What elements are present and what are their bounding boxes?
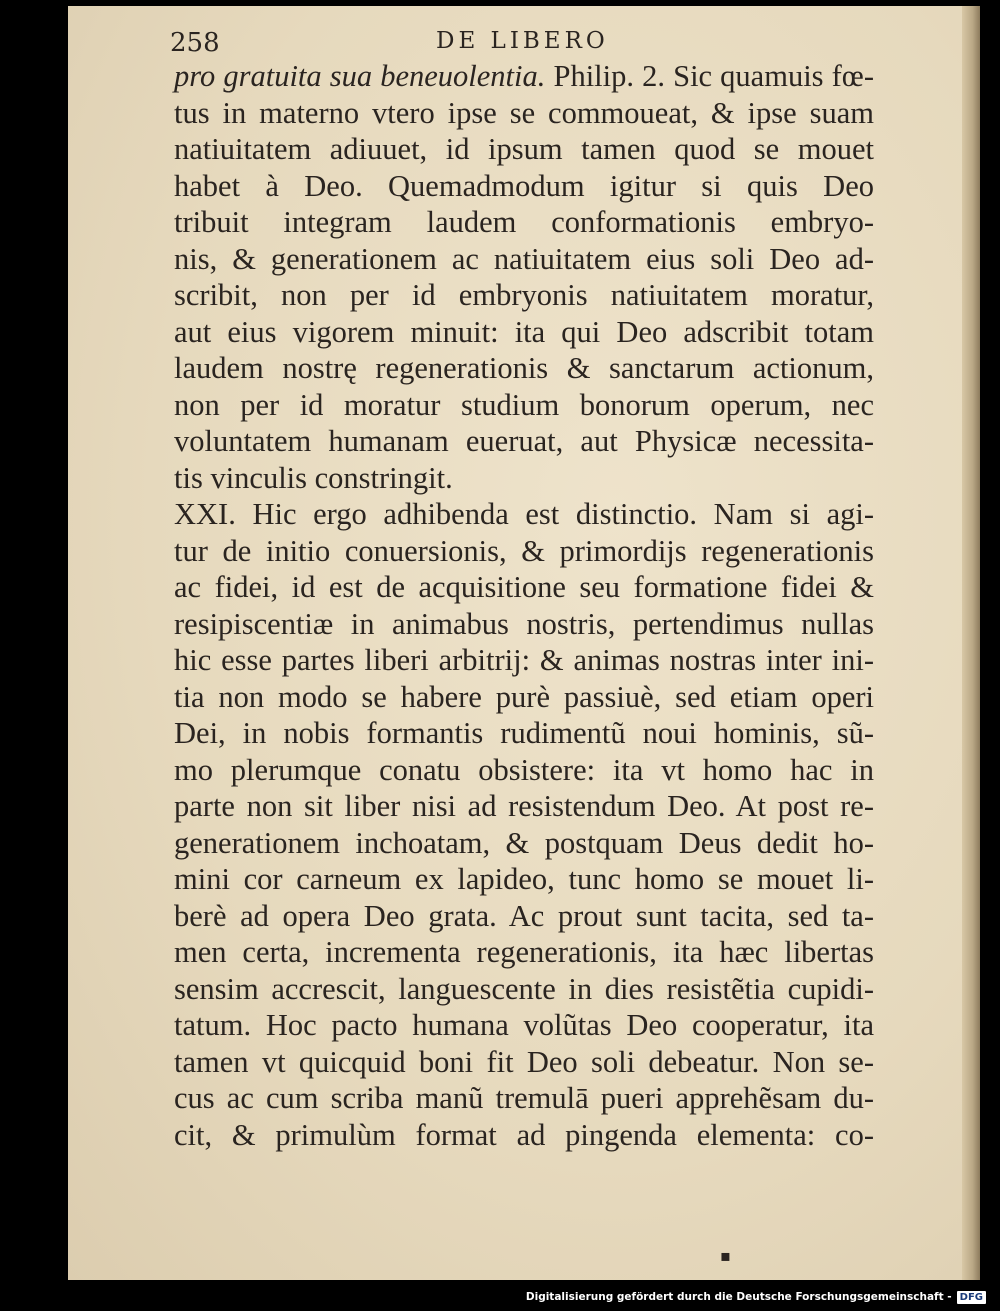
text-line: tus in materno vtero ipse se commoueat, & ipse suam bbox=[174, 95, 874, 130]
body-text bbox=[174, 58, 874, 1153]
text-line: cus ac cum scriba manũ tremulā pueri apprehẽsam du- bbox=[174, 1081, 874, 1115]
text-line: tatum. Hoc pacto humana volũtas Deo cooperatur, ita bbox=[174, 1008, 874, 1042]
text-line: sensim accrescit, languescente in dies resistẽtia cupidi- bbox=[174, 971, 874, 1006]
text-line: tur de initio conuersionis, & primordijs regenerationis bbox=[174, 533, 874, 568]
digitization-footer bbox=[526, 1287, 986, 1307]
page-header bbox=[68, 28, 980, 58]
text-line: aut eius vigorem minuit: ita qui Deo adscribit totam bbox=[174, 314, 874, 349]
book-page bbox=[68, 6, 980, 1280]
text-line: generationem inchoatam, & postquam Deus dedit ho- bbox=[174, 825, 874, 860]
page-number: 258 bbox=[170, 28, 220, 58]
text-line: resipiscentiæ in animabus nostris, pertendimus nullas bbox=[174, 606, 874, 641]
text-line: tribuit integram laudem conformationis embryo- bbox=[174, 205, 874, 239]
text-line: cit, & primulùm format ad pingenda elementa: co- bbox=[174, 1117, 874, 1152]
page-edge-shadow bbox=[962, 6, 980, 1280]
text-line: men certa, incrementa regenerationis, ita hæc libertas bbox=[174, 935, 874, 969]
text-line: mo plerumque conatu obsistere: ita vt homo hac in bbox=[174, 752, 874, 787]
text-line: voluntatem humanam eueruat, aut Physicæ necessita- bbox=[174, 424, 874, 458]
text-line: berè ad opera Deo grata. Ac prout sunt tacita, sed ta- bbox=[174, 898, 874, 933]
text-line: laudem nostrę regenerationis & sanctarum actionum, bbox=[174, 351, 874, 385]
text-line bbox=[174, 58, 874, 95]
running-head: DE LIBERO bbox=[436, 28, 609, 54]
text-line: habet à Deo. Quemadmodum igitur si quis Deo bbox=[174, 168, 874, 203]
text-line: nis, & generationem ac natiuitatem eius soli Deo ad- bbox=[174, 241, 874, 276]
ornament-mark: ▪ bbox=[720, 1246, 731, 1265]
text-line: tamen vt quicquid boni fit Deo soli debeatur. Non se- bbox=[174, 1044, 874, 1079]
text-line: scribit, non per id embryonis natiuitatem moratur, bbox=[174, 278, 874, 312]
text-line: mini cor carneum ex lapideo, tunc homo se mouet li- bbox=[174, 862, 874, 896]
text-line: hic esse partes liberi arbitrij: & animas nostras inter ini- bbox=[174, 643, 874, 677]
text-line: ac fidei, id est de acquisitione seu formatione fidei & bbox=[174, 570, 874, 604]
text-line: parte non sit liber nisi ad resistendum Deo. At post re- bbox=[174, 789, 874, 823]
italic-text: pro gratuita sua beneuolentia. bbox=[174, 59, 546, 93]
roman-text: Philip. 2. Sic quamuis fœ- bbox=[545, 59, 874, 93]
dfg-logo: DFG bbox=[957, 1291, 986, 1304]
text-line: non per id moratur studium bonorum operum, nec bbox=[174, 387, 874, 422]
text-line: Dei, in nobis formantis rudimentũ noui hominis, sũ- bbox=[174, 716, 874, 750]
text-line: natiuitatem adiuuet, id ipsum tamen quod se mouet bbox=[174, 132, 874, 166]
text-line: tis vinculis constringit. bbox=[174, 460, 453, 495]
text-line: tia non modo se habere purè passiuè, sed etiam operi bbox=[174, 679, 874, 714]
footer-credit: Digitalisierung gefördert durch die Deutsche Forschungsgemeinschaft - bbox=[525, 1291, 952, 1303]
text-line: XXI. Hic ergo adhibenda est distinctio. Nam si agi- bbox=[174, 497, 874, 531]
